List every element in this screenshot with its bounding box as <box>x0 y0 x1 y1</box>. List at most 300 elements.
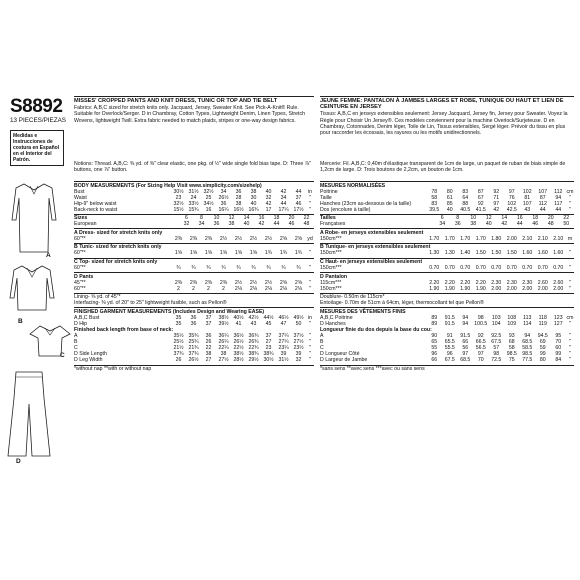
value-cell: 2.20 <box>429 279 440 286</box>
yardage-row <box>320 236 574 242</box>
value-cell: 32½ <box>173 200 184 207</box>
yardage-row <box>74 236 314 242</box>
row-values <box>171 357 314 363</box>
value-cell: 20 <box>547 214 554 221</box>
row-label: A <box>320 333 324 340</box>
value-cell: 22 <box>303 214 310 221</box>
value-cell: 2½ <box>249 279 258 286</box>
value-cell: 22 <box>205 345 212 352</box>
spanish-note: Medidas e Instrucciones de costura en Español en el Interior del Patrón. <box>10 130 64 166</box>
value-cell: 123 <box>553 314 563 321</box>
row-values <box>427 357 575 363</box>
value-cell: 66 <box>431 357 438 364</box>
value-cell: 32 <box>183 221 190 228</box>
value-cell: 92.5 <box>491 333 502 340</box>
value-cell: 26½ <box>233 339 244 346</box>
finished-measurements-heading: FINISHED GARMENT MEASUREMENTS (Includes Design and Wearing EASE) <box>74 307 314 315</box>
value-cell: 84 <box>555 357 562 364</box>
yardage-view-heading: D Pantalon <box>320 272 574 280</box>
value-cell: 1.60 <box>537 250 548 257</box>
fabrics-text: Fabrics: A,B,C sized for stretch knits only. Jacquard, Jersey, Sweater Knit. See Pick-A-Knit® Rule. Suitable for Overlock/Serger. D in Chambray, Cotton Types, Lightweight Denim, Linen Types, Stretch Wovens, lightweight Twill. Extra fabric needed to match plaids, stripes or one-way design fabrics. <box>74 105 305 124</box>
value-cell: 37¾ <box>173 351 184 358</box>
value-cell: 16¾ <box>248 206 259 213</box>
value-cell: 91.5 <box>444 320 455 327</box>
yardage-view-heading: B Tunic- sized for stretch knits only <box>74 243 314 251</box>
value-cell: 38 <box>250 188 257 195</box>
value-cell: 46½ <box>278 314 289 321</box>
value-cell: 2⅜ <box>174 235 183 242</box>
row-values <box>171 236 314 242</box>
yardage-row <box>74 265 314 271</box>
value-cell: 113 <box>523 314 532 321</box>
row-label: D Hip <box>74 320 87 327</box>
value-cell: 1⅝ <box>219 250 228 257</box>
row-label: Bust <box>74 188 85 195</box>
view-d-label: D <box>16 458 21 465</box>
value-cell: 92 <box>477 333 484 340</box>
row-values <box>171 207 314 213</box>
value-cell: 98.5 <box>522 351 533 358</box>
value-cell: 16 <box>205 206 212 213</box>
row-label: 60"** <box>74 235 86 242</box>
value-cell: 41.5 <box>475 206 486 213</box>
row-label: 150cm*** <box>320 265 342 272</box>
value-cell: 91 <box>446 333 453 340</box>
value-cell: 2⅛ <box>234 285 243 292</box>
value-cell: 95 <box>555 333 562 340</box>
row-values <box>171 250 314 256</box>
lining-text: Doublure- 0.50m de 115cm* <box>320 294 385 300</box>
view-b-sketch <box>6 262 58 320</box>
english-info <box>74 96 314 124</box>
row-values <box>171 265 314 271</box>
value-cell: 18 <box>273 214 280 221</box>
finished-length-heading: Finished back length from base of neck: <box>74 326 174 333</box>
value-cell: " <box>309 250 311 257</box>
value-cell: " <box>309 333 311 340</box>
value-cell: 14 <box>501 214 508 221</box>
mercerie-text: Mercerie: Fil. A,B,C: 0,40m d'élastique transparent de 1cm de large, un paquet de ruban de biais simple de 1,2cm de large. D: Trois boutons de 2,2cm, un bouton de 1cm. <box>320 161 566 174</box>
value-cell: 28 <box>235 194 242 201</box>
value-cell: 1.30 <box>429 250 440 257</box>
value-cell: " <box>309 279 311 286</box>
value-cell: 97 <box>493 200 500 207</box>
value-cell: 46 <box>295 200 302 207</box>
value-cell: 23¼ <box>278 345 289 352</box>
row-label: 60"** <box>74 265 86 272</box>
view-d-sketch <box>6 368 52 460</box>
value-cell: 59 <box>539 345 546 352</box>
row-label: Poitrine <box>320 188 338 195</box>
value-cell: 2.00 <box>506 235 517 242</box>
value-cell: " <box>309 339 311 346</box>
value-cell: 67.5 <box>444 357 455 364</box>
value-cell: " <box>569 339 571 346</box>
value-cell: 98 <box>477 314 484 321</box>
value-cell: 2.00 <box>506 285 517 292</box>
value-cell: 76 <box>508 194 515 201</box>
value-cell: 25 <box>205 194 212 201</box>
value-cell: 1.80 <box>491 235 502 242</box>
value-cell: 36 <box>220 200 227 207</box>
french-info <box>320 96 574 136</box>
value-cell: 2⅛ <box>279 285 288 292</box>
french-measurement-table <box>320 180 574 372</box>
value-cell: 30½ <box>173 188 184 195</box>
value-cell: " <box>569 357 571 364</box>
value-cell: 94 <box>555 194 562 201</box>
value-cell: 2½ <box>234 235 243 242</box>
value-cell: 2⅜ <box>204 279 213 286</box>
finished-length-heading: Longueur finie du dos depuis la base du cou: <box>320 326 432 333</box>
value-cell: in <box>307 314 313 321</box>
value-cell: 1⅝ <box>174 250 183 257</box>
body-measurements-heading: MESURES NORMALISÉES <box>320 181 574 189</box>
value-cell: 40 <box>265 188 272 195</box>
finished-length-row <box>74 357 314 363</box>
row-label: 115cm*** <box>320 279 342 286</box>
value-cell: " <box>569 265 571 272</box>
row-label: C <box>320 345 324 352</box>
value-cell: 96 <box>431 351 438 358</box>
value-cell: 39 <box>280 351 287 358</box>
value-cell: 91.5 <box>444 314 455 321</box>
value-cell: 37 <box>265 333 272 340</box>
value-cell: 50 <box>563 221 570 228</box>
value-cell: 22 <box>563 214 570 221</box>
value-cell: 91.5 <box>460 333 471 340</box>
value-cell: 26 <box>205 339 212 346</box>
row-label: 150cm*** <box>320 285 342 292</box>
value-cell: 44½ <box>263 314 274 321</box>
value-cell: 92 <box>493 188 500 195</box>
value-cell: 40 <box>485 221 492 228</box>
value-cell: 22¾ <box>248 345 259 352</box>
value-cell: 42 <box>501 221 508 228</box>
yardage-view-heading: A Dress- sized for stretch knits only <box>74 228 314 236</box>
value-cell: 46 <box>288 221 295 228</box>
yardage-view-heading: A Robe- en jerseys extensibles seulement <box>320 228 574 236</box>
value-cell: 61 <box>446 194 453 201</box>
value-cell: 44 <box>539 206 546 213</box>
row-values <box>427 321 575 327</box>
value-cell: 80 <box>446 188 453 195</box>
value-cell: 12 <box>485 214 492 221</box>
value-cell: " <box>309 265 311 272</box>
value-cell: 26½ <box>188 357 199 364</box>
value-cell: 2⅜ <box>219 279 228 286</box>
value-cell: 57 <box>493 345 500 352</box>
row-label: Hip-9" below waist <box>74 200 117 207</box>
value-cell: 2½ <box>219 235 228 242</box>
value-cell: 29½ <box>248 357 259 364</box>
value-cell: 2⅜ <box>204 235 213 242</box>
value-cell: 2⅛ <box>249 285 258 292</box>
row-label: Waist <box>74 194 87 201</box>
value-cell: 43 <box>250 320 257 327</box>
value-cell: 36 <box>213 221 220 228</box>
value-cell: " <box>309 194 311 201</box>
value-cell: ¾ <box>281 265 286 272</box>
value-cell: 40 <box>243 221 250 228</box>
value-cell: cm <box>566 188 574 195</box>
value-cell: 2.30 <box>491 279 502 286</box>
value-cell: 28½ <box>233 357 244 364</box>
value-cell: 36 <box>454 221 461 228</box>
value-cell: 2½ <box>234 279 243 286</box>
value-cell: 2 <box>192 285 195 292</box>
value-cell: 1.30 <box>444 250 455 257</box>
english-heading: MISSES' CROPPED PANTS AND KNIT DRESS, TUNIC OR TOP AND TIE BELT <box>74 96 314 104</box>
value-cell: 1.90 <box>475 285 486 292</box>
view-c-sketch <box>28 322 72 362</box>
value-cell: 68.5 <box>522 339 533 346</box>
value-cell: " <box>569 351 571 358</box>
value-cell: 42 <box>280 188 287 195</box>
value-cell: 104 <box>491 320 501 327</box>
value-cell: 0.70 <box>491 265 502 272</box>
value-cell: 50 <box>295 320 302 327</box>
row-label: Hanches (23cm au-dessous de la taille) <box>320 200 412 207</box>
row-label: A <box>74 333 78 340</box>
value-cell: 37¼ <box>278 333 289 340</box>
value-cell: 49½ <box>293 314 304 321</box>
value-cell: 56 <box>462 345 469 352</box>
value-cell: 36¾ <box>248 333 259 340</box>
value-cell: 70 <box>555 339 562 346</box>
value-cell: 38½ <box>233 351 244 358</box>
value-cell: " <box>309 351 311 358</box>
value-cell: 55.5 <box>444 345 455 352</box>
value-cell: " <box>569 200 571 207</box>
value-cell: 36 <box>235 188 242 195</box>
value-cell: 36 <box>205 333 212 340</box>
view-b-label: B <box>18 318 23 325</box>
value-cell: 78 <box>431 188 438 195</box>
row-label: D Largeur de Jambe <box>320 357 368 364</box>
footnote: *sans sens **avec sens ***avec ou sans sens <box>320 365 425 372</box>
value-cell: 1.70 <box>460 235 471 242</box>
value-cell: 2.00 <box>491 285 502 292</box>
value-cell: 2.30 <box>522 279 533 286</box>
value-cell: 42 <box>258 221 265 228</box>
value-cell: 1⅝ <box>189 250 198 257</box>
value-cell: 56.5 <box>475 345 486 352</box>
value-cell: 2⅜ <box>189 235 198 242</box>
value-cell: 38½ <box>218 314 229 321</box>
value-cell: 18 <box>532 214 539 221</box>
value-cell: " <box>569 279 571 286</box>
value-cell: 93 <box>508 333 515 340</box>
value-cell: 16 <box>258 214 265 221</box>
value-cell: 2.60 <box>553 279 564 286</box>
row-label: B <box>320 339 324 346</box>
value-cell: 107 <box>522 200 532 207</box>
value-cell: " <box>569 250 571 257</box>
value-cell: 10 <box>470 214 477 221</box>
value-cell: 60 <box>555 345 562 352</box>
value-cell: 46 <box>532 221 539 228</box>
body-measurement-row <box>74 207 314 213</box>
value-cell: 38 <box>470 221 477 228</box>
value-cell: 8 <box>456 214 460 221</box>
value-cell: 38 <box>220 351 227 358</box>
row-values <box>427 265 575 271</box>
value-cell: 42 <box>265 200 272 207</box>
value-cell: " <box>569 285 571 292</box>
value-cell: 20 <box>288 214 295 221</box>
value-cell: 55 <box>431 345 438 352</box>
value-cell: 14 <box>243 214 250 221</box>
value-cell: 65 <box>431 339 438 346</box>
value-cell: 2½ <box>264 279 273 286</box>
interfacing-text: Interfacing- ⅜ yd. of 20" to 25" lightweight fusible, such as Pellon® <box>74 300 227 307</box>
value-cell: 85 <box>446 200 453 207</box>
pattern-number: S8892 <box>10 96 63 117</box>
value-cell: 1.40 <box>460 250 471 257</box>
yardage-view-heading: B Tunique- en jerseys extensibles seulement <box>320 243 574 251</box>
value-cell: 48 <box>303 221 310 228</box>
value-cell: 1.70 <box>475 235 486 242</box>
row-label: D Side Length <box>74 351 107 358</box>
value-cell: 70 <box>477 357 484 364</box>
value-cell: 96 <box>446 351 453 358</box>
value-cell: 1.50 <box>491 250 502 257</box>
value-cell: 37 <box>295 194 302 201</box>
value-cell: 1.60 <box>522 250 533 257</box>
value-cell: 48 <box>547 221 554 228</box>
row-values <box>427 207 575 213</box>
row-values <box>179 221 314 227</box>
value-cell: 2.10 <box>553 235 564 242</box>
value-cell: 2.20 <box>475 279 486 286</box>
value-cell: 72.5 <box>491 357 502 364</box>
value-cell: 107 <box>538 188 548 195</box>
value-cell: 119 <box>538 320 547 327</box>
value-cell: 39½ <box>218 320 229 327</box>
value-cell: 31½ <box>278 357 289 364</box>
view-a-label: A <box>46 252 51 259</box>
value-cell: 2 <box>207 285 210 292</box>
value-cell: 37½ <box>293 333 304 340</box>
value-cell: 102 <box>522 188 532 195</box>
value-cell: 39.5 <box>429 206 440 213</box>
value-cell: 90 <box>431 333 438 340</box>
value-cell: 38 <box>228 221 235 228</box>
value-cell: 27 <box>265 339 272 346</box>
value-cell: 67.5 <box>491 339 502 346</box>
value-cell: 1.50 <box>506 250 517 257</box>
value-cell: 27½ <box>218 357 229 364</box>
value-cell: 1⅝ <box>234 250 243 257</box>
row-label: Taille <box>320 194 332 201</box>
row-values <box>427 250 575 256</box>
value-cell: ¾ <box>191 265 196 272</box>
value-cell: 25½ <box>173 339 184 346</box>
value-cell: ¾ <box>176 265 181 272</box>
value-cell: 81 <box>524 194 531 201</box>
view-a-sketch <box>6 180 62 256</box>
value-cell: 35¾ <box>188 333 199 340</box>
value-cell: 66 <box>462 339 469 346</box>
value-cell: 42.5 <box>506 206 517 213</box>
row-label: D Leg Width <box>74 357 103 364</box>
value-cell: 26½ <box>218 194 229 201</box>
value-cell: 94 <box>524 333 531 340</box>
value-cell: 2.60 <box>537 279 548 286</box>
value-cell: 36 <box>190 320 197 327</box>
value-cell: 2⅝ <box>294 235 303 242</box>
value-cell: 6 <box>440 214 444 221</box>
value-cell: " <box>569 345 571 352</box>
value-cell: 0.70 <box>522 265 533 272</box>
value-cell: 83 <box>431 200 438 207</box>
value-cell: 88 <box>462 200 469 207</box>
value-cell: 2.00 <box>553 285 564 292</box>
yardage-row <box>320 265 574 271</box>
value-cell: 17¼ <box>278 206 289 213</box>
value-cell: 30 <box>250 194 257 201</box>
value-cell: 98 <box>493 351 500 358</box>
value-cell: 2.00 <box>522 285 533 292</box>
value-cell: 83 <box>462 188 469 195</box>
value-cell: ¾ <box>206 265 211 272</box>
value-cell: 42½ <box>248 314 259 321</box>
value-cell: 1⅝ <box>249 250 258 257</box>
value-cell: 26¼ <box>218 339 229 346</box>
value-cell: 77.5 <box>522 357 533 364</box>
value-cell: 2⅝ <box>294 279 303 286</box>
row-label: Tailles <box>320 214 336 221</box>
value-cell: " <box>569 333 571 340</box>
row-label: D Hanches <box>320 320 346 327</box>
value-cell: 32½ <box>203 188 214 195</box>
value-cell: 2.10 <box>522 235 533 242</box>
value-cell: 0.70 <box>537 265 548 272</box>
value-cell: " <box>309 357 311 364</box>
value-cell: 34 <box>439 221 446 228</box>
value-cell: 1.90 <box>444 285 455 292</box>
value-cell: 67 <box>477 194 484 201</box>
value-cell: 38¾ <box>263 351 274 358</box>
value-cell: 89 <box>431 320 438 327</box>
value-cell: 94 <box>462 320 469 327</box>
value-cell: 21½ <box>173 345 184 352</box>
finished-length-row <box>320 357 574 363</box>
value-cell: 0.70 <box>475 265 486 272</box>
value-cell: 16½ <box>233 206 244 213</box>
body-measurements-heading: BODY MEASUREMENTS (For Sizing Help Visit www.simplicity.com/sizehelp) <box>74 181 314 189</box>
row-values <box>427 286 575 292</box>
value-cell: ¾ <box>251 265 256 272</box>
value-cell: 44 <box>516 221 523 228</box>
value-cell: 97 <box>477 351 484 358</box>
view-c-label: C <box>60 352 65 359</box>
value-cell: 27½ <box>293 339 304 346</box>
value-cell: 2.30 <box>506 279 517 286</box>
value-cell: 15½ <box>173 206 184 213</box>
finished-measurements-heading: MESURES DES VÊTEMENTS FINIS <box>320 307 574 315</box>
row-label: 60"** <box>74 250 86 257</box>
value-cell: 17 <box>265 206 272 213</box>
value-cell: 66.5 <box>475 339 486 346</box>
footnote: *without nap **with or without nap <box>74 365 152 372</box>
value-cell: 118 <box>538 314 547 321</box>
value-cell: ¾ <box>221 265 226 272</box>
yardage-view-heading: C Haut- en jerseys extensibles seulement <box>320 258 574 266</box>
value-cell: 103 <box>491 314 501 321</box>
value-cell: 21¾ <box>188 345 199 352</box>
